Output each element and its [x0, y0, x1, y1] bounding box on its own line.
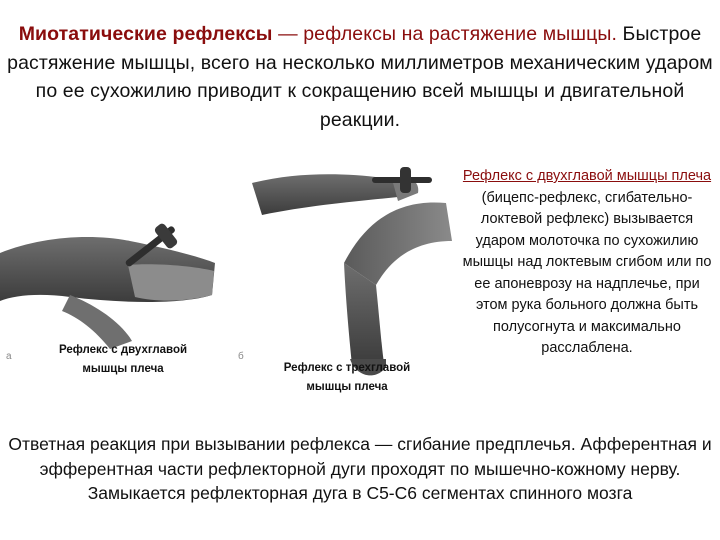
side-term: Рефлекс с двухглавой мышцы плеча — [462, 168, 712, 184]
side-description — [458, 166, 716, 360]
intro-text: Быстрое растяжение мышцы, всего на несколько миллиметров механическим ударом по ее сухожилию приводит к сокращению всей мышцы и двигательной реакции. — [7, 23, 713, 131]
intro-term: Миотатические рефлексы — [18, 23, 273, 45]
bottom-paragraph: Ответная реакция при вызывании рефлекса — сгибание предплечья. Афферентная и эфферентная части рефлекторной дуги проходят по мышечно-кожному нерву. Замыкается рефлекторная дуга в С5-С6 сегментах спинного мозга — [8, 434, 712, 503]
figure-letter-b: б — [238, 351, 244, 362]
reflex-illustration — [0, 145, 462, 405]
intro-definition: — рефлексы на растяжение мышцы. — [272, 23, 618, 45]
figure-caption-b: Рефлекс с трехглавой мышцы плеча — [283, 362, 411, 393]
figure-caption-a: Рефлекс с двухглавой мышцы плеча — [58, 344, 188, 375]
figure-letter-a: а — [6, 351, 12, 362]
intro-paragraph — [0, 20, 720, 134]
side-text: (бицепс-рефлекс, сгибательно-локтевой рефлекс) вызывается ударом молоточка по сухожилию мышцы над локтевым сгибом или по ее апоневрозу на надплечье, при этом рука больного должна быть полусогнута и максимально расслаблена. — [462, 189, 712, 356]
examiner-hand-icon — [128, 264, 214, 300]
